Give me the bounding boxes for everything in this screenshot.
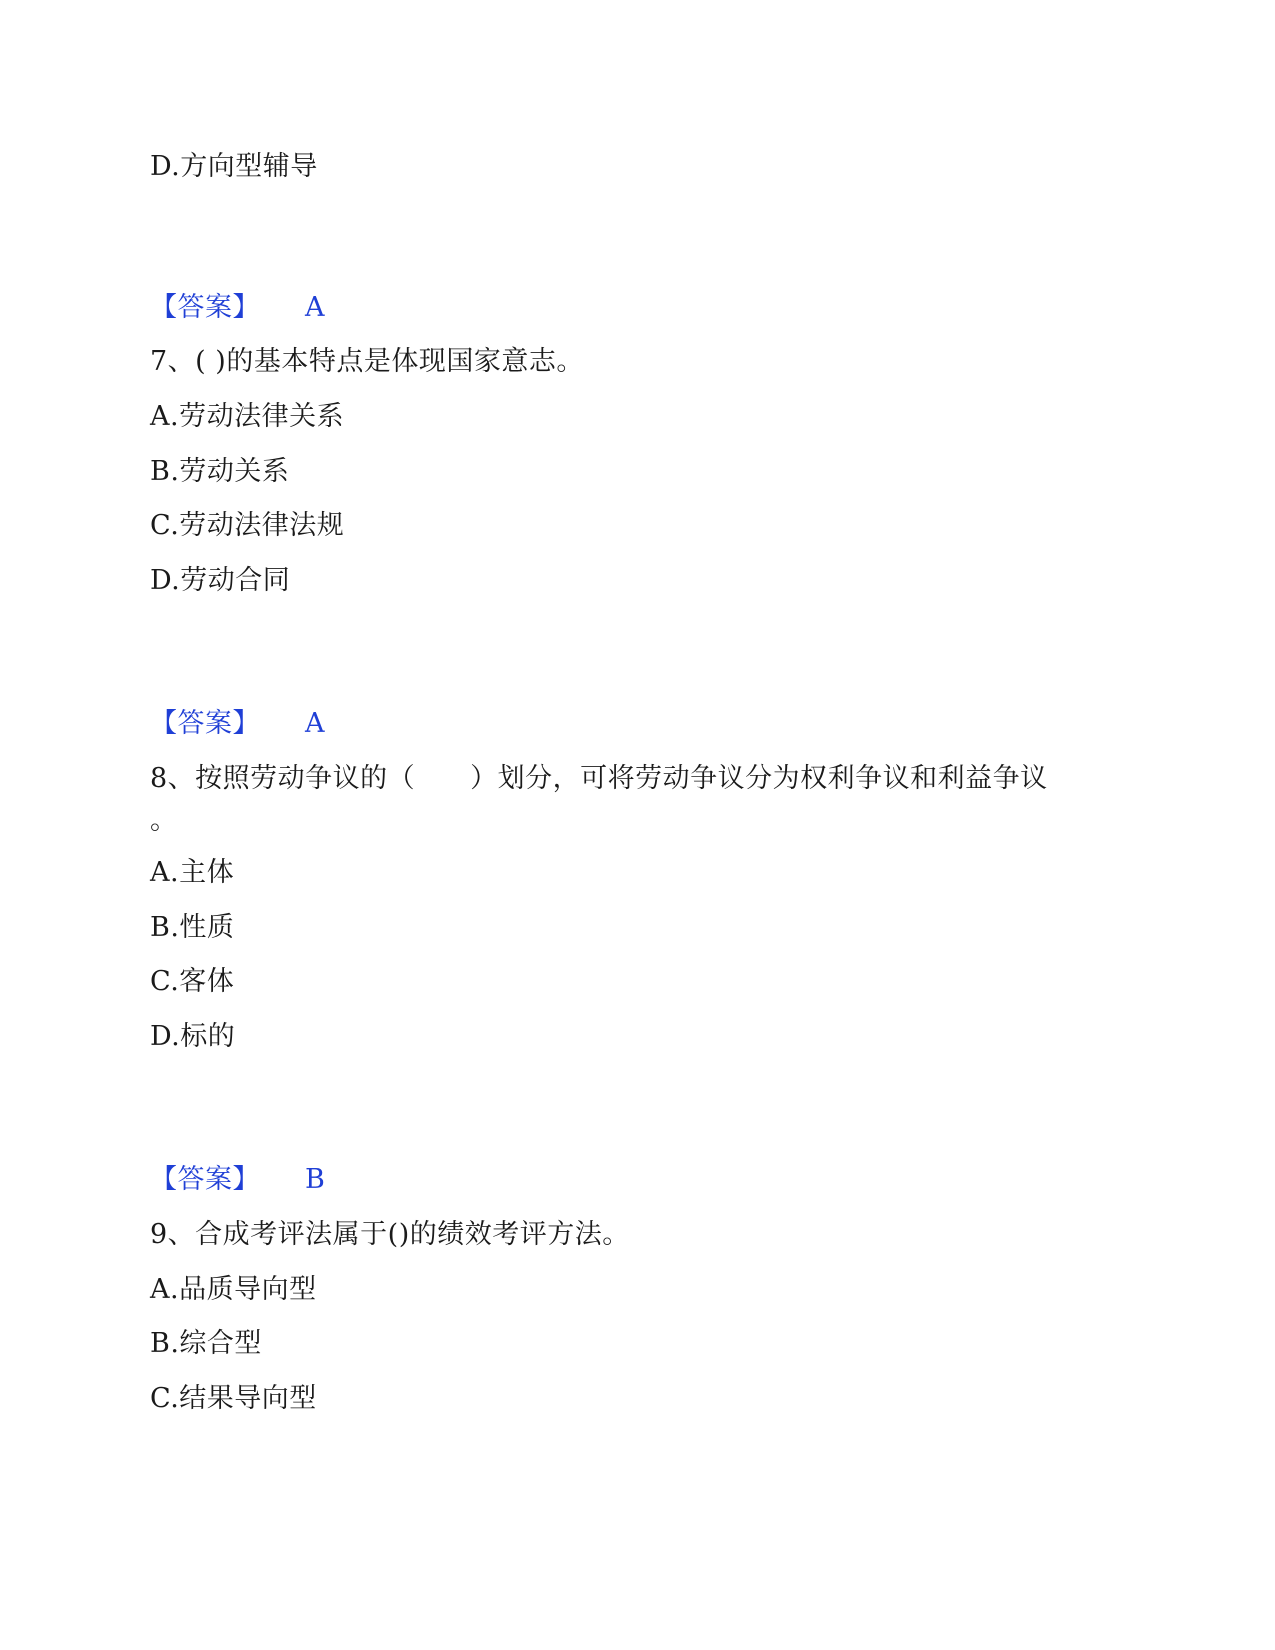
q7-stem: 7、( )的基本特点是体现国家意志。 — [150, 346, 584, 377]
q8-answer — [150, 1163, 325, 1197]
q9-option-a: A.品质导向型 — [150, 1274, 317, 1305]
q9-option-c: C.结果导向型 — [150, 1383, 317, 1414]
q7-option-c: C.劳动法律法规 — [150, 510, 345, 541]
answer-value: B — [305, 1164, 326, 1195]
q8-option-d: D.标的 — [150, 1021, 236, 1052]
answer-value: A — [305, 292, 325, 323]
q8-stem-line1: 8、按照劳动争议的（ ）划分，可将劳动争议分为权利争议和利益争议 — [150, 763, 1048, 794]
q9-option-b: B.综合型 — [150, 1328, 262, 1359]
answer-value: A — [305, 708, 325, 739]
q7-option-b: B.劳动关系 — [150, 456, 290, 487]
answer-label: 【答案】 — [150, 1164, 260, 1195]
q7-option-a: A.劳动法律关系 — [150, 401, 345, 432]
answer-label: 【答案】 — [150, 292, 260, 323]
q8-option-b: B.性质 — [150, 912, 235, 943]
q6-option-d: D.方向型辅导 — [150, 151, 318, 182]
q8-option-c: C.客体 — [150, 966, 235, 997]
q8-stem-line2: 。 — [150, 805, 178, 836]
answer-label: 【答案】 — [150, 708, 260, 739]
q6-answer — [150, 291, 325, 325]
q7-option-d: D.劳动合同 — [150, 565, 291, 596]
q9-stem: 9、合成考评法属于()的绩效考评方法。 — [150, 1219, 630, 1250]
q7-answer — [150, 707, 325, 741]
q8-option-a: A.主体 — [150, 857, 235, 888]
